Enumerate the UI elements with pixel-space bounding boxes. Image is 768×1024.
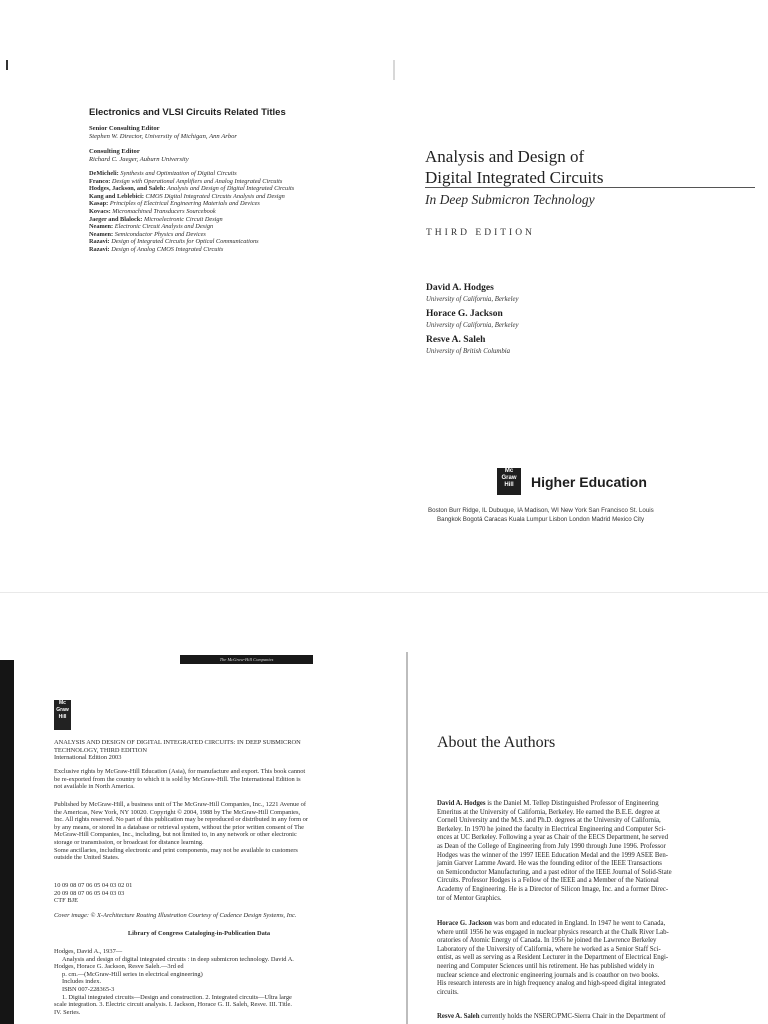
cip-data (54, 948, 344, 1016)
text-line: the Americas, New York, NY 10020. Copyright © 2004, 1988 by The McGraw-Hill Companies, (54, 808, 301, 816)
logo-line: Mc (59, 700, 66, 706)
cover-image-credit: Cover image: © X-Architecture Routing Illustration Courtesy of Cadence Design Systems, Inc. (54, 912, 297, 919)
senior-editor-block (89, 125, 237, 141)
author-name: Horace G. Jackson (426, 309, 503, 319)
text-line: McGraw-Hill Companies, Inc., including, but not limited to, in any network or other electronic (54, 831, 297, 839)
text-line: Some ancillaries, including electronic and print components, may not be available to customers (54, 846, 298, 854)
text-line: CTF BJE (54, 897, 78, 905)
text-line: outside the United States. (54, 854, 120, 862)
senior-editor-role: Senior Consulting Editor (89, 125, 160, 132)
text-line: Horace G. Jackson was born and educated in England. In 1947 he went to Canada, (437, 920, 666, 927)
publisher-cities-line2: Bangkok Bogotá Caracas Kuala Lumpur Lisbon London Madrid Mexico City (437, 516, 645, 523)
text-line: neering and Computer Sciences until his retirement. He has published widely in (437, 962, 655, 970)
text-line: 1. Digital integrated circuits—Design and construction. 2. Integrated circuits—Ultra large (62, 993, 292, 1001)
author-affiliation: University of California, Berkeley (426, 296, 519, 303)
book-title (425, 146, 755, 188)
spine-mark (406, 652, 408, 1024)
text-line: jamin Garver Lamme Award. He was the founding editor of the IEEE Transactions (437, 860, 662, 868)
text-line: Includes index. (62, 978, 102, 986)
mcgraw-hill-logo (497, 468, 521, 495)
text-line: where until 1956 he was engaged in nuclear physics research at the Chalk River Lab- (437, 928, 669, 936)
text-line: entist, as well as serving as a Resident Lecturer in the Department of Electrical Engi- (437, 954, 669, 962)
text-line: Hodges was the winner of the 1997 IEEE Education Medal and the 1999 ASEE Ben- (437, 851, 669, 859)
text-line: p. cm.—(McGraw-Hill series in electrical engineering) (62, 970, 203, 978)
list-item (89, 200, 294, 208)
title-author: Jaeger and Blalock: (89, 215, 143, 223)
list-item (89, 238, 294, 246)
title-author: Kang and Leblebici: (89, 192, 144, 200)
text-line: Hodges, Horace G. Jackson, Resve Saleh.—3rd ed (54, 963, 184, 971)
text-line: His research interests are in high frequency analog and high-speed digital integrated (437, 980, 666, 988)
text-line: 10 09 08 07 06 05 04 03 02 01 (54, 882, 133, 889)
text-line: International Edition 2003 (54, 754, 122, 762)
text-line: on Semiconductor Manufacturing, and a past editor of the IEEE Journal of Solid-State (437, 868, 672, 876)
list-item (89, 170, 294, 178)
text-line: IV. Series. (54, 1008, 81, 1016)
consulting-editor-block (89, 148, 189, 164)
title-author: Razavi: (89, 245, 110, 253)
author-name: Resve A. Saleh (426, 335, 486, 345)
title-book: Synthesis and Optimization of Digital Circuits (120, 170, 237, 177)
text-line: be re-exported from the country to which it is sold by McGraw-Hill. The International Edition is (54, 775, 301, 783)
list-item (89, 231, 294, 239)
logo-line: Mc (504, 468, 514, 474)
edition-label: THIRD EDITION (426, 228, 535, 238)
title-book: Principles of Electrical Engineering Materials and Devices (109, 200, 260, 208)
list-item (89, 185, 294, 193)
publication-notice (54, 801, 344, 862)
text-line: Academy of Engineering. He is a Director of Silicon Image, Inc. and a former Direc- (437, 885, 669, 893)
text-line: as Dean of the College of Engineering from July 1990 through June 1996. Professor (437, 842, 666, 850)
text-line: Laboratory of the University of California, where he worked as a Senior Staff Sci- (437, 945, 661, 953)
text-line: scale integration. 3. Electric circuit analysis. I. Jackson, Horace G. II. Saleh, Resve. III. Title. (54, 1001, 292, 1009)
about-heading: About the Authors (437, 734, 556, 751)
text-line: Published by McGraw-Hill, a business unit of The McGraw-Hill Companies, Inc., 1221 Avenue of (54, 801, 306, 808)
consulting-editor-role: Consulting Editor (89, 148, 140, 155)
senior-editor: Stephen W. Director, University of Michigan, Ann Arbor (89, 133, 237, 140)
text-line: ANALYSIS AND DESIGN OF DIGITAL INTEGRATED CIRCUITS: IN DEEP SUBMICRON (54, 739, 301, 746)
title-book: Semiconductor Physics and Devices (114, 230, 206, 238)
logo-line: Hill (58, 714, 67, 720)
logo-line: Graw (501, 475, 517, 481)
list-item (89, 246, 294, 254)
title-book: Electronic Circuit Analysis and Design (114, 223, 214, 231)
jackson-bio (437, 920, 737, 997)
text-line: Analysis and design of digital integrated circuits : in deep submicron technology. David A. (62, 955, 294, 963)
rights-notice (54, 768, 344, 791)
consulting-editor: Richard C. Jaeger, Auburn University (89, 156, 189, 163)
text-line: nuclear science and electronic engineering journals and is coauthor on two books. (437, 971, 660, 979)
title-author: Hodges, Jackson, and Saleh: (89, 185, 166, 193)
text-line: tor of Mentor Graphics. (437, 894, 502, 902)
cip-heading: Library of Congress Cataloging-in-Publication Data (127, 930, 271, 937)
printing-line (54, 882, 344, 905)
spine-mark (393, 60, 395, 80)
title-author: Kovacs: (89, 207, 111, 215)
publisher-cities-line1: Boston Burr Ridge, IL Dubuque, IA Madison, WI New York San Francisco St. Louis (428, 507, 654, 514)
author-affiliation: University of British Columbia (426, 348, 511, 355)
list-item (89, 193, 294, 201)
list-item (89, 178, 294, 186)
text-line: 20 09 08 07 06 05 04 03 03 (54, 889, 125, 897)
text-line: circuits. (437, 988, 459, 996)
logo-line: Hill (504, 482, 514, 488)
title-book: CMOS Digital Integrated Circuits Analysis and Design (145, 192, 285, 200)
bio-name: David A. Hodges (437, 800, 486, 807)
hodges-bio (437, 800, 737, 903)
text-line: Exclusive rights by McGraw-Hill Education (Asia), for manufacture and export. This book cannot (54, 768, 306, 775)
title-author: Neamen: (89, 230, 114, 238)
title-book: Design of Integrated Circuits for Optical Communications (111, 238, 259, 246)
text-line: Cornell University and the M.S. and Ph.D. degrees at the University of California, (437, 817, 661, 825)
title-book: Design with Operational Amplifiers and Analog Integrated Circuits (111, 177, 283, 185)
mcgraw-hill-logo-small (54, 700, 71, 730)
book-title-line2: Digital Integrated Circuits (425, 168, 604, 187)
title-author: DeMicheli: (89, 170, 119, 177)
text-line: by any means, or stored in a database or retrieval system, without the prior written consent of The (54, 823, 304, 831)
series-heading: Electronics and VLSI Circuits Related Titles (89, 107, 286, 118)
title-rule (425, 187, 755, 188)
scan-edge-bar (0, 660, 14, 1024)
list-item (89, 208, 294, 216)
book-identification (54, 739, 344, 762)
text-line: not available in North America. (54, 783, 135, 791)
text-line: ISBN 007-228365-3 (62, 985, 115, 993)
list-item (89, 216, 294, 224)
title-author: Razavi: (89, 238, 110, 246)
saleh-bio (437, 1013, 737, 1022)
list-item (89, 223, 294, 231)
title-author: Franco: (89, 177, 111, 185)
text-line: Emeritus at the University of California, Berkeley. He earned the B.E.E. degree at (437, 808, 660, 816)
logo-line: Graw (56, 707, 69, 713)
text-line: Berkeley. In 1970 he joined the faculty in Electrical Engineering and Computer Sci- (437, 825, 666, 833)
publisher-name: Higher Education (531, 474, 647, 490)
author-affiliation: University of California, Berkeley (426, 322, 519, 329)
title-author: Neamen: (89, 223, 114, 231)
publisher-banner: The McGraw-Hill Companies (180, 655, 313, 664)
stray-mark (6, 60, 8, 70)
title-book: Microelectronic Circuit Design (144, 215, 223, 223)
text-line: TECHNOLOGY, THIRD EDITION (54, 746, 147, 754)
text-line: Hodges, David A., 1937— (54, 948, 123, 955)
title-book: Analysis and Design of Digital Integrated Circuits (167, 185, 295, 193)
text-line: oratories of Atomic Energy of Canada. In 1956 he joined the Lawrence Berkeley (437, 937, 657, 945)
text-line: storage or transmission, or broadcast for distance learning. (54, 838, 204, 846)
title-book: Design of Analog CMOS Integrated Circuits (111, 245, 224, 253)
page-divider (0, 592, 768, 593)
author-name: David A. Hodges (426, 283, 494, 293)
book-title-line1: Analysis and Design of (425, 147, 585, 166)
text-line: Inc. All rights reserved. No part of this publication may be reproduced or distributed in any form or (54, 816, 308, 824)
text-line: Resve A. Saleh currently holds the NSERC/PMC-Sierra Chair in the Department of (437, 1013, 666, 1020)
title-author: Kasap: (89, 200, 109, 208)
bio-name: Resve A. Saleh (437, 1013, 480, 1020)
related-titles-list (89, 170, 294, 254)
text-line: Circuits. Professor Hodges is a Fellow of the IEEE and a Member of the National (437, 877, 659, 885)
text-line: ences at UC Berkeley. Following a year as Chair of the EECS Department, he served (437, 834, 668, 842)
title-book: Micromachined Transducers Sourcebook (112, 207, 216, 215)
book-subtitle: In Deep Submicron Technology (425, 192, 595, 207)
bio-name: Horace G. Jackson (437, 920, 492, 927)
text-line: David A. Hodges is the Daniel M. Tellep Distinguished Professor of Engineering (437, 800, 659, 807)
